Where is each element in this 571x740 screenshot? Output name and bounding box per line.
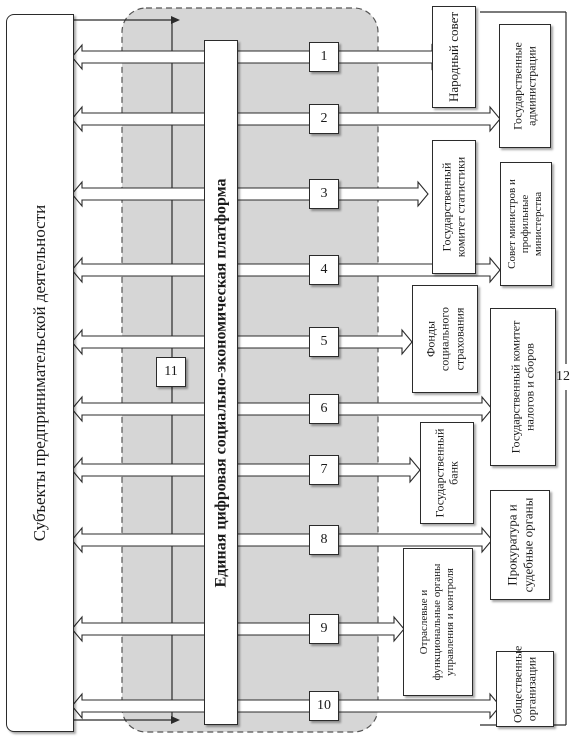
authority-box-1 (432, 6, 476, 108)
authority-label-7: Государственный банк (432, 428, 461, 518)
flow-number-10: 10 (309, 691, 339, 721)
authority-box-7 (420, 422, 474, 524)
authority-label-6: Государственный комитет налогов и сборов (508, 320, 537, 454)
authority-label-10: Общественные организации (510, 645, 539, 723)
platform-number: 11 (156, 357, 186, 387)
flow-number-1: 1 (309, 42, 339, 72)
flow-number-5: 5 (309, 327, 339, 357)
authority-box-8 (490, 490, 550, 600)
authority-box-9 (403, 548, 473, 696)
authority-label-3: Государственный комитет статистики (439, 156, 468, 258)
platform-bar (204, 40, 238, 725)
authority-label-2: Государственные администрации (510, 42, 539, 130)
authority-label-4: Совет министров и профильные министерства (506, 179, 545, 269)
authorities-number: 12 (556, 364, 570, 390)
flow-number-8: 8 (309, 525, 339, 555)
authority-box-6 (490, 308, 556, 466)
authority-label-1: Народный совет (446, 11, 462, 103)
flow-number-3: 3 (309, 179, 339, 209)
flow-number-9: 9 (309, 614, 339, 644)
authority-box-2 (499, 24, 551, 148)
authority-box-4 (500, 162, 552, 286)
authority-label-9: Отраслевые и функциональные органы управления и контроля (418, 563, 457, 681)
flow-number-4: 4 (309, 255, 339, 285)
flow-number-6: 6 (309, 394, 339, 424)
authority-label-8: Прокуратура и судебные органы (504, 497, 535, 593)
subjects-label: Субъекты предпринимательской деятельности (29, 204, 49, 542)
authority-label-5: Фонды социального страхования (423, 306, 467, 372)
platform-label: Единая цифровая социально-экономическая платформа (212, 178, 230, 587)
authority-box-5 (412, 285, 478, 393)
authority-box-3 (432, 140, 476, 274)
flow-number-2: 2 (309, 104, 339, 134)
subjects-box (6, 14, 74, 732)
authority-box-10 (496, 645, 554, 727)
flow-number-7: 7 (309, 455, 339, 485)
